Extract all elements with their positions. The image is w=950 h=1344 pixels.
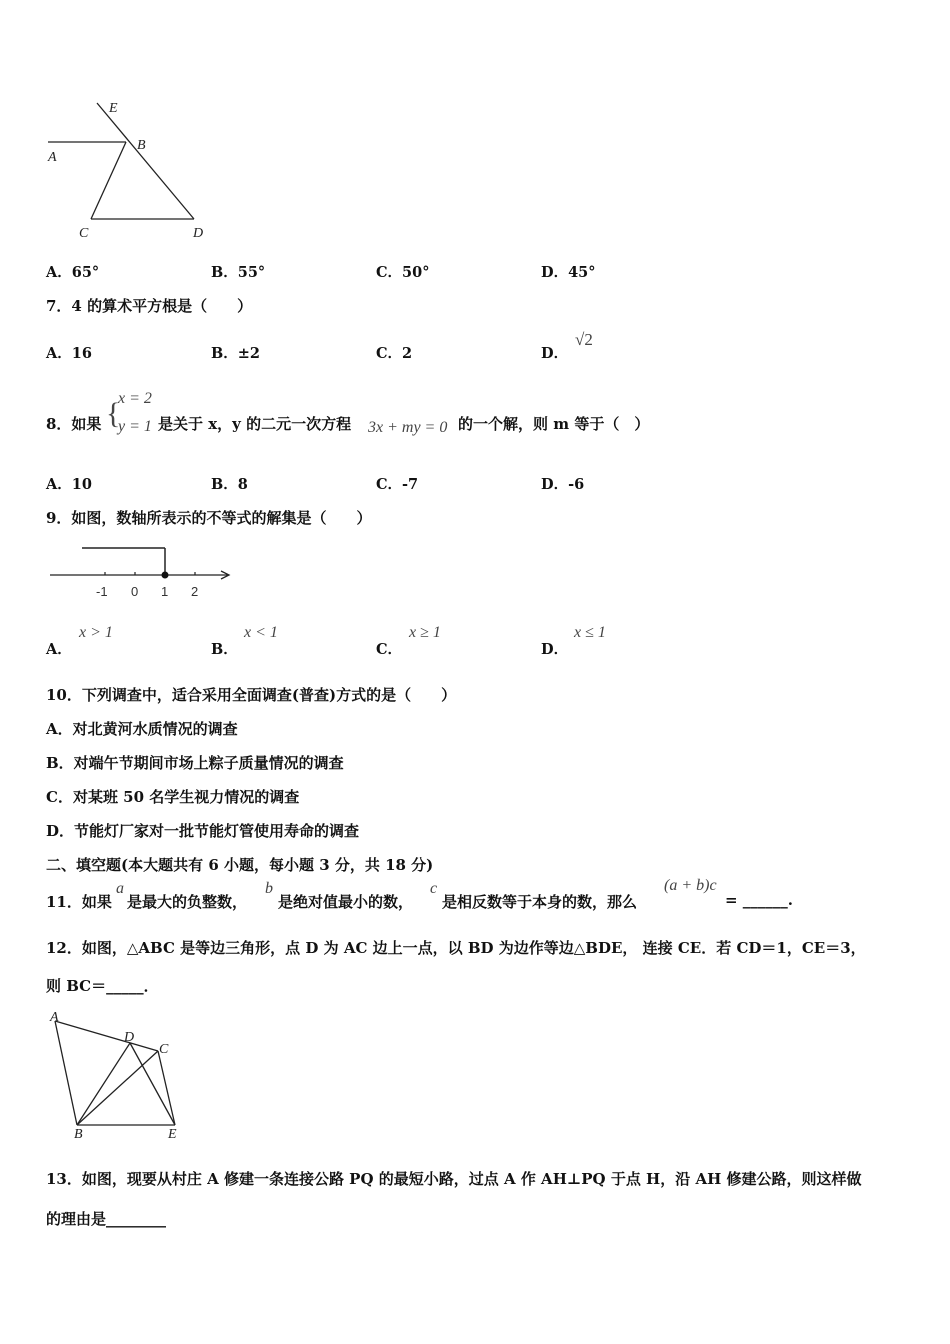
seg-ce xyxy=(158,1051,175,1125)
q7-option-c[interactable]: C．2 xyxy=(376,345,413,362)
q8-eq1: x = 2 xyxy=(118,390,152,407)
label-b: B xyxy=(74,1127,83,1142)
line-bc xyxy=(91,142,126,219)
q9-option-a-math: x > 1 xyxy=(79,624,113,641)
q9-option-d-math: x ≤ 1 xyxy=(574,624,606,641)
figure-number-line xyxy=(48,540,238,602)
q11-expression: (a + b)c xyxy=(664,877,717,894)
q8-option-c[interactable]: C．-7 xyxy=(376,476,419,493)
q11-text-b: 是绝对值最小的数， xyxy=(278,893,414,911)
label-c: C xyxy=(79,226,89,241)
q11-var-a: a xyxy=(116,880,124,897)
q7-option-d[interactable]: D． xyxy=(541,345,569,362)
q9-option-b[interactable]: B． xyxy=(211,641,238,658)
q10-option-d[interactable]: D．节能灯厂家对一批节能灯管使用寿命的调查 xyxy=(46,822,360,840)
section-heading: 二、填空题(本大题共有 6 小题，每小题 3 分，共 18 分) xyxy=(46,856,434,874)
q11-prefix: 11．如果 xyxy=(46,893,112,911)
q13-line1: 13．如图，现要从村庄 A 修建一条连接公路 PQ 的最短小路，过点 A 作 AH⊥PQ 于点 H，沿 AH 修建公路，则这样做 xyxy=(46,1170,862,1188)
label-c: C xyxy=(159,1042,169,1057)
q11-blank[interactable]: = ______. xyxy=(725,891,794,909)
figure-angle-triangle xyxy=(40,95,220,245)
label-d: D xyxy=(124,1030,135,1045)
q9-stem: 9．如图，数轴所表示的不等式的解集是（ ） xyxy=(46,509,372,527)
tick-label-2: 2 xyxy=(191,584,199,599)
tick-label-minus1: -1 xyxy=(96,584,108,599)
q7-option-a[interactable]: A．16 xyxy=(46,345,92,362)
label-e: E xyxy=(109,101,118,116)
q6-option-a[interactable]: A．65° xyxy=(46,264,100,281)
q9-option-d[interactable]: D． xyxy=(541,641,569,658)
q8-option-b[interactable]: B．8 xyxy=(211,476,248,493)
q10-stem: 10．下列调查中，适合采用全面调查(普查)方式的是（ ） xyxy=(46,686,457,704)
q7-option-b[interactable]: B．±2 xyxy=(211,345,260,362)
q8-eq2: y = 1 xyxy=(118,418,152,435)
q12-line1: 12．如图，△ABC 是等边三角形，点 D 为 AC 边上一点，以 BD 为边作等边△BDE， 连接 CE．若 CD＝1，CE＝3， xyxy=(46,939,866,957)
q12-line2: 则 BC＝_____． xyxy=(46,977,159,995)
label-a: A xyxy=(50,1010,59,1025)
label-d: D xyxy=(193,226,204,241)
figure-equilateral-triangles xyxy=(40,1008,200,1148)
label-a: A xyxy=(48,150,57,165)
solid-point xyxy=(162,572,169,579)
q11-var-c: c xyxy=(430,880,438,897)
q7-stem: 7．4 的算术平方根是（ ） xyxy=(46,297,253,315)
seg-ab xyxy=(55,1021,77,1125)
q7-option-d-sqrt: √2 xyxy=(575,330,593,349)
q8-middle: 是关于 x，y 的二元一次方程 xyxy=(158,415,352,433)
q11-var-b: b xyxy=(265,880,273,897)
line-ed xyxy=(97,103,194,219)
q10-option-a[interactable]: A．对北黄河水质情况的调查 xyxy=(46,720,238,738)
q8-option-a[interactable]: A．10 xyxy=(46,476,92,493)
q9-option-a[interactable]: A． xyxy=(46,641,72,658)
q9-option-c[interactable]: C． xyxy=(376,641,403,658)
q8-prefix: 8．如果 xyxy=(46,415,102,433)
q10-option-c[interactable]: C．对某班 50 名学生视力情况的调查 xyxy=(46,788,300,806)
q9-option-c-math: x ≥ 1 xyxy=(409,624,441,641)
q8-suffix: 的一个解，则 m 等于（ ） xyxy=(458,415,650,433)
q13-line2: 的理由是________ xyxy=(46,1210,167,1228)
tick-label-1: 1 xyxy=(161,584,169,599)
label-e: E xyxy=(168,1127,177,1142)
q8-option-d[interactable]: D．-6 xyxy=(541,476,585,493)
q6-option-d[interactable]: D．45° xyxy=(541,264,596,281)
label-b: B xyxy=(137,138,146,153)
q8-equation: 3x + my = 0 xyxy=(368,419,448,436)
q10-option-b[interactable]: B．对端午节期间市场上粽子质量情况的调查 xyxy=(46,754,344,772)
tick-label-0: 0 xyxy=(131,584,139,599)
q8-brace: { xyxy=(106,397,121,430)
q9-option-b-math: x < 1 xyxy=(244,624,278,641)
q6-option-c[interactable]: C．50° xyxy=(376,264,430,281)
seg-ac xyxy=(55,1021,158,1051)
q6-option-b[interactable]: B．55° xyxy=(211,264,266,281)
q11-text-a: 是最大的负整数， xyxy=(127,893,248,911)
q11-text-c: 是相反数等于本身的数，那么 xyxy=(442,893,638,911)
